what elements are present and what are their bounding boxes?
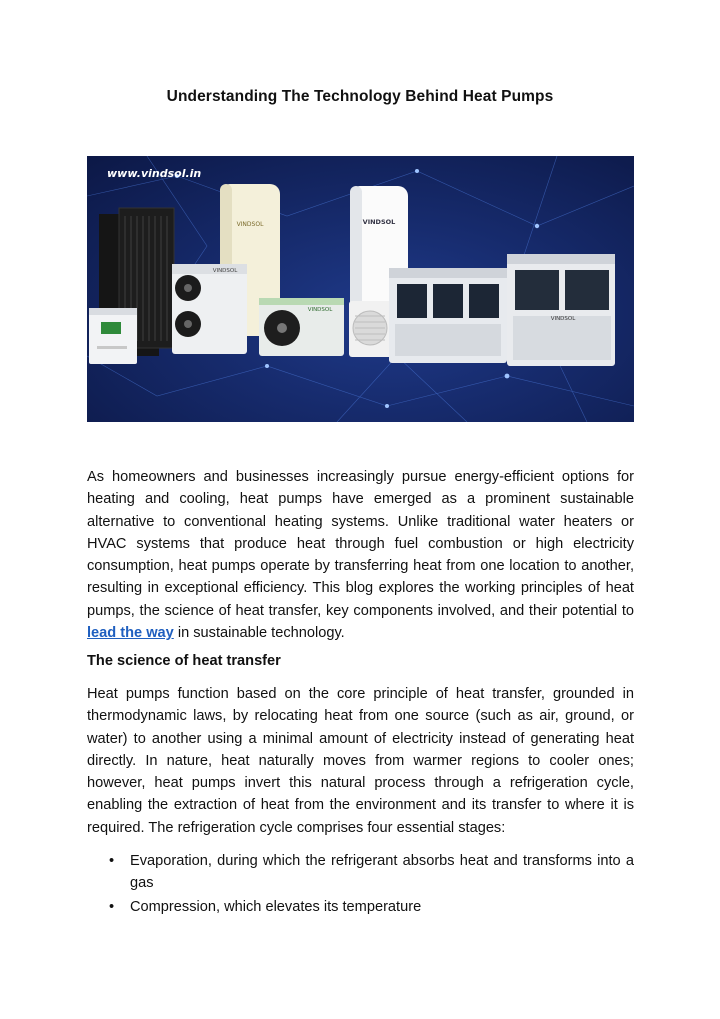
product-hero-image	[87, 156, 634, 422]
list-item	[87, 896, 634, 918]
heat-pump-products-illustration	[87, 156, 634, 422]
intro-text-end: in sustainable technology.	[173, 625, 345, 642]
unit-brand-label: VINDSOL	[212, 268, 238, 274]
page-title: Understanding The Technology Behind Heat Pumps	[166, 88, 554, 105]
list-item	[87, 850, 634, 895]
heat-pump-unit-small	[259, 298, 344, 356]
intro-paragraph	[87, 466, 634, 644]
heat-pump-unit-left	[172, 264, 247, 354]
commercial-heat-pump-middle	[389, 268, 507, 363]
tank-brand-label: VINDSOL	[236, 221, 264, 228]
list-item-text: Compression, which elevates its temperature	[130, 898, 422, 915]
bullet-marker: •	[109, 853, 115, 869]
controller-unit	[89, 308, 137, 364]
unit-brand-label: VINDSOL	[307, 307, 333, 313]
stages-list	[87, 850, 634, 919]
science-paragraph: Heat pumps function based on the core principle of heat transfer, grounded in thermodynamic laws, by relocating heat from one source (such as air, ground, or water) to another using a minimal amount of electricity instead of generating heat directly. In nature, heat naturally moves from warmer regions to cooler ones; however, heat pumps invert this natural process through a refrigeration cycle, enabling the extraction of heat from the environment and its transfer to where it is required. The refrigeration cycle comprises four essential stages:	[87, 686, 634, 836]
lead-the-way-link[interactable]: lead the way	[87, 625, 174, 642]
commercial-heat-pump-large	[507, 254, 615, 366]
bullet-marker: •	[109, 898, 115, 915]
section-heading: The science of heat transfer	[87, 653, 281, 669]
list-item-text: Evaporation, during which the refrigerant absorbs heat and transforms into a gas	[130, 853, 634, 892]
intro-text: As homeowners and businesses increasingly pursue energy-efficient options for heating and cooling, heat pumps have emerged as a prominent sustainable alternative to conventional heating systems. Unlike traditional water heaters or HVAC systems that produce heat through fuel combustion or high electricity consumption, heat pumps operate by transferring heat from one location to another, resulting in exceptional efficiency. This blog explores the working principles of heat pumps, the science of heat transfer, key components involved, and their potential to	[87, 469, 634, 619]
unit-brand-label: VINDSOL	[550, 316, 576, 322]
tank-brand-label: VINDSOL	[362, 218, 396, 226]
hero-watermark: www.vindsol.in	[107, 167, 202, 180]
